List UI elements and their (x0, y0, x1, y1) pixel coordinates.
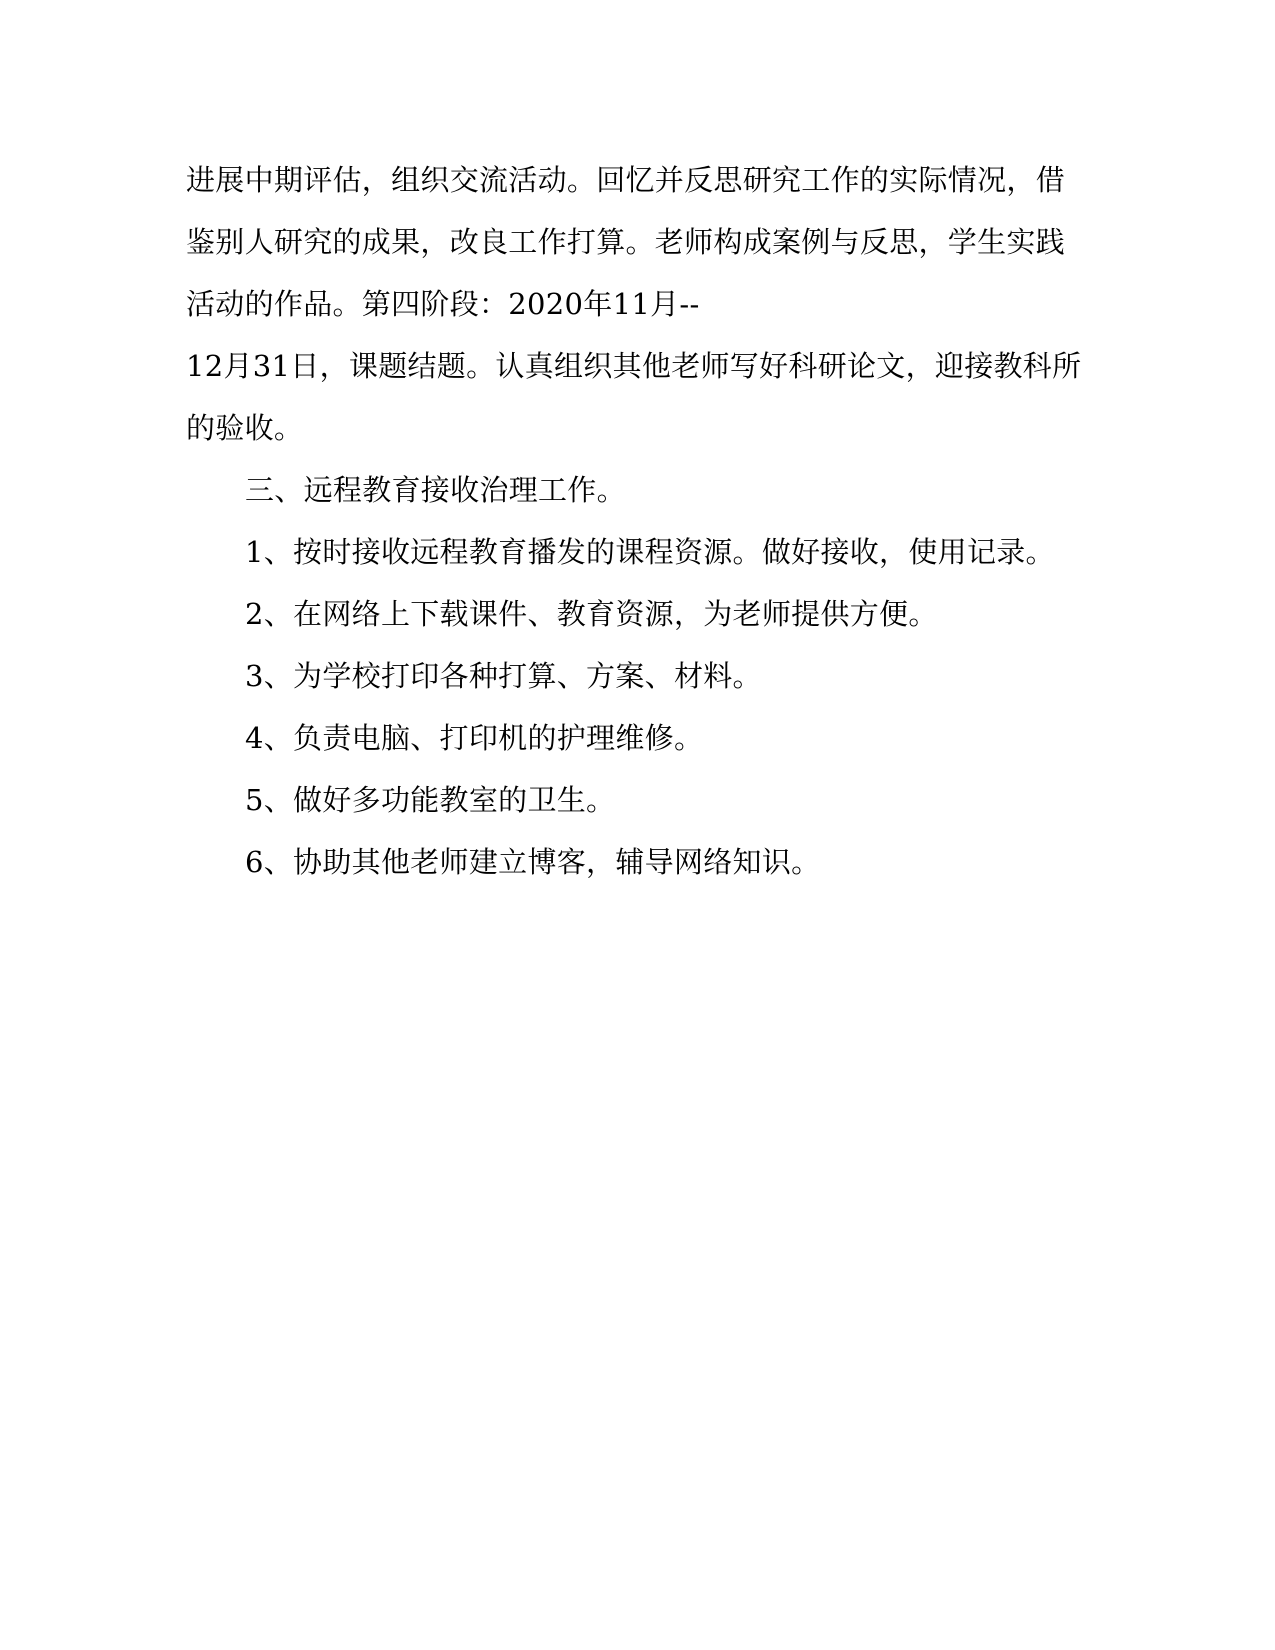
list-item: 4、负责电脑、打印机的护理维修。 (245, 721, 704, 755)
paragraph-line: 活动的作品。第四阶段：2020年11月-- (186, 287, 700, 321)
list-item: 5、做好多功能教室的卫生。 (245, 783, 616, 817)
paragraph-line: 12月31日，课题结题。认真组织其他老师写好科研论文，迎接教科所 (186, 349, 1082, 383)
paragraph-line: 鉴别人研究的成果，改良工作打算。老师构成案例与反思，学生实践 (186, 225, 1066, 259)
list-item: 3、为学校打印各种打算、方案、材料。 (245, 659, 762, 693)
paragraph-line: 进展中期评估，组织交流活动。回忆并反思研究工作的实际情况，借 (186, 163, 1066, 197)
paragraph-line: 的验收。 (186, 411, 304, 445)
list-item: 2、在网络上下载课件、教育资源，为老师提供方便。 (245, 597, 938, 631)
list-item: 1、按时接收远程教育播发的课程资源。做好接收，使用记录。 (245, 535, 1055, 569)
section-heading: 三、远程教育接收治理工作。 (245, 473, 626, 507)
list-item: 6、协助其他老师建立博客，辅导网络知识。 (245, 845, 821, 879)
